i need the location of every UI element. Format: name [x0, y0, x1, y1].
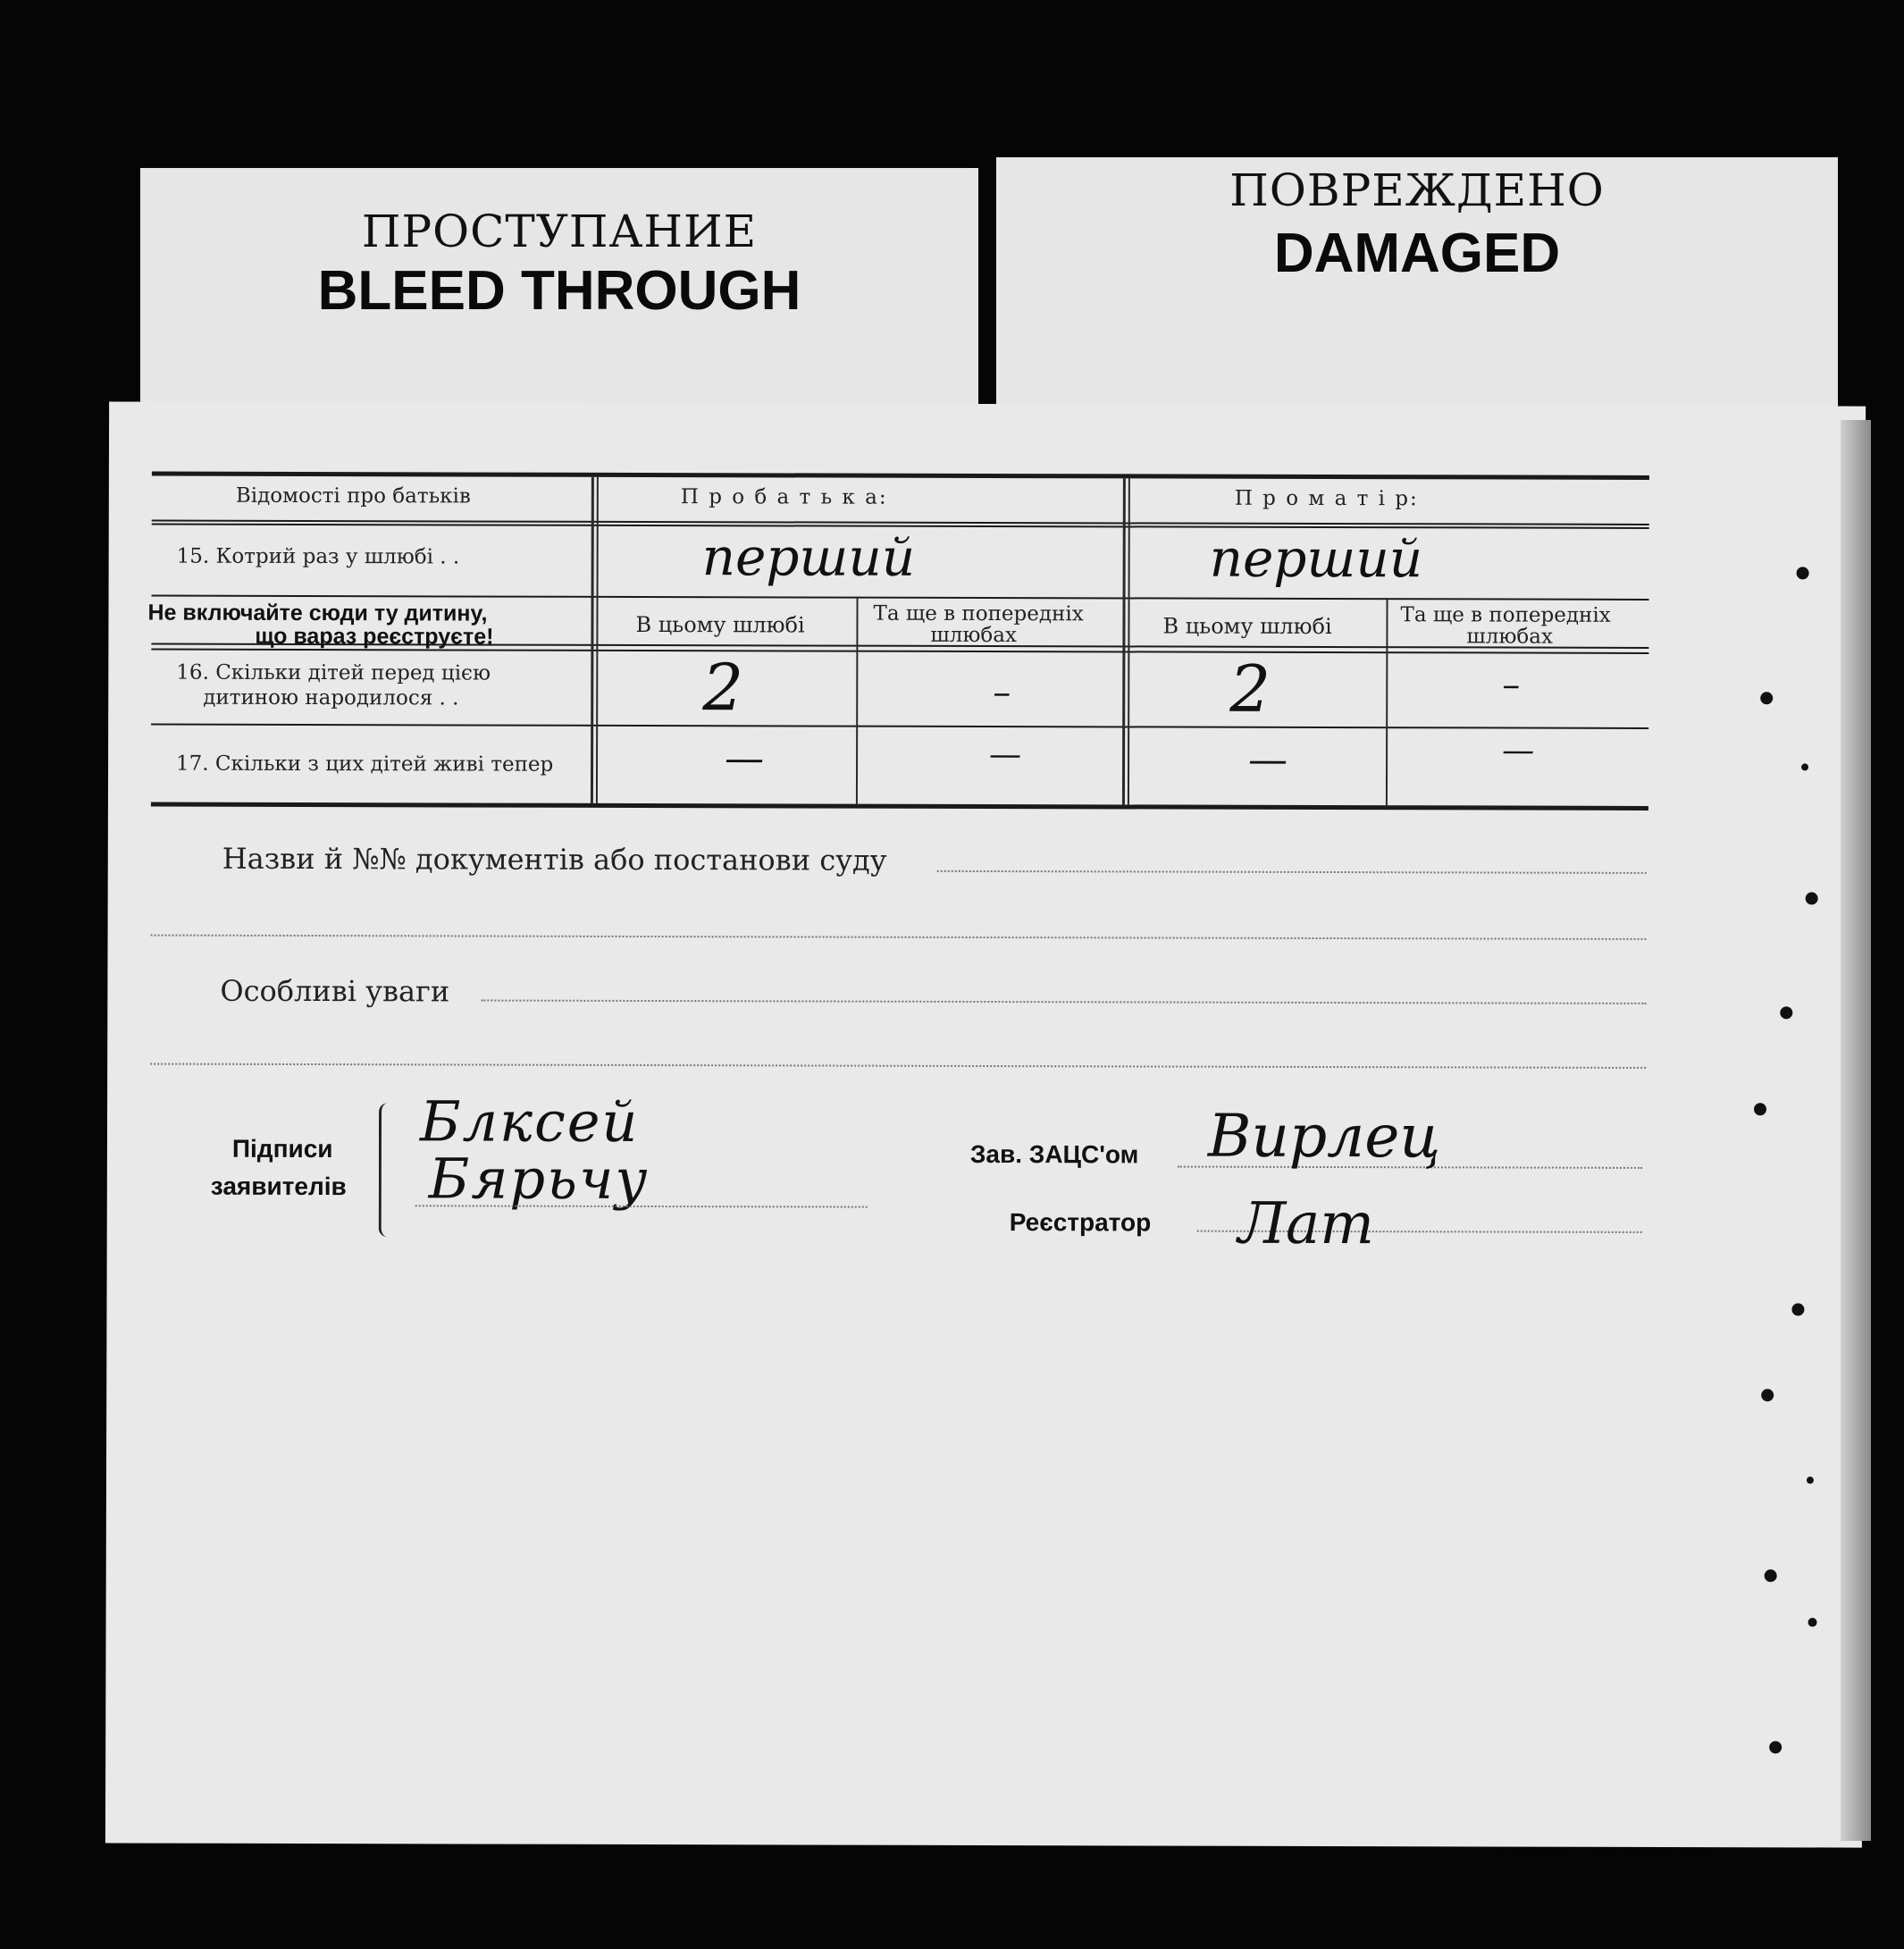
registrar-label: Реєстратор	[1009, 1208, 1152, 1237]
header-father: П р о б а т ь к а:	[680, 485, 888, 509]
table-col-divider	[856, 599, 859, 804]
binding-hole	[1797, 567, 1809, 579]
row15-mother-value: перший	[1209, 527, 1423, 590]
header-mother: П р о м а т і р:	[1234, 486, 1419, 511]
binding-hole	[1761, 1389, 1774, 1401]
binding-hole	[1791, 1303, 1804, 1315]
row16-label-line2: дитиною народилося . .	[203, 685, 459, 710]
row17-label: 17. Скільки з цих дітей живі тепер	[176, 752, 554, 777]
binding-hole	[1801, 763, 1808, 770]
head-label: Зав. ЗАЦС'ом	[969, 1139, 1139, 1169]
table-col-divider	[1386, 600, 1388, 805]
binding-hole	[1806, 892, 1818, 904]
applicant-signature-1: Блксей	[419, 1088, 640, 1155]
row16-father-prev: –	[993, 672, 1011, 714]
exclude-note-line1: Не включайте сюди ту дитину,	[147, 600, 488, 626]
remarks-fill-line	[481, 1000, 1646, 1004]
row16-label-line1: 16. Скільки дітей перед цією	[176, 660, 491, 685]
row17-father-prev: —	[989, 736, 1022, 774]
binding-hole	[1769, 1741, 1782, 1753]
remarks-label: Особливі уваги	[220, 973, 450, 1009]
mother-this-marriage: В цьому шлюбі	[1162, 613, 1332, 640]
binding-hole	[1765, 1569, 1777, 1582]
sheet-edge-shadow	[1841, 420, 1871, 1841]
damaged-ru: ПОВРЕЖДЕНО	[1229, 164, 1605, 216]
row16-mother-prev: –	[1502, 664, 1521, 706]
table-col-divider	[596, 477, 599, 803]
remarks-fill-line-2	[150, 1063, 1646, 1069]
header-parents-info: Відомості про батьків	[235, 483, 471, 508]
registry-sheet	[105, 401, 1866, 1847]
binding-hole	[1754, 1103, 1766, 1115]
table-rule	[151, 724, 1648, 729]
card-divider	[981, 157, 994, 425]
bleed-through-en: BLEED THROUGH	[317, 260, 801, 322]
row17-mother-this: —	[1248, 736, 1288, 783]
table-col-divider	[1128, 478, 1130, 804]
registrar-signature: Лат	[1237, 1190, 1375, 1258]
table-col-divider	[1122, 478, 1126, 804]
row15-label: 15. Котрий раз у шлюбі . .	[176, 544, 460, 569]
binding-hole	[1808, 1617, 1817, 1626]
applicants-label-2: заявителів	[210, 1172, 347, 1201]
table-bottom-rule	[151, 802, 1648, 811]
damaged-card	[996, 157, 1838, 425]
table-top-rule	[152, 472, 1649, 480]
row17-mother-prev: —	[1502, 732, 1535, 769]
table-rule	[152, 595, 1649, 601]
applicants-label-1: Підписи	[231, 1134, 333, 1164]
bleed-through-card	[140, 168, 978, 427]
row17-father-this: —	[725, 735, 765, 782]
father-prev-marriages-2: шлюбах	[930, 623, 1018, 648]
applicants-brace	[379, 1103, 389, 1237]
mother-prev-marriages-2: шлюбах	[1466, 625, 1554, 649]
applicant-signature-2: Бярьчу	[428, 1146, 650, 1213]
father-prev-marriages-1: Та ще в попередніх	[873, 601, 1084, 626]
head-signature: Вирлец	[1207, 1101, 1441, 1172]
row16-mother-this: 2	[1229, 651, 1271, 727]
father-this-marriage: В цьому шлюбі	[635, 611, 805, 638]
row16-father-this: 2	[702, 650, 744, 726]
exclude-note-line2: що вараз реєструєте!	[255, 623, 494, 650]
binding-hole	[1760, 692, 1773, 704]
documents-label: Назви й №№ документів або постанови суду	[222, 841, 887, 878]
table-col-divider	[591, 477, 594, 803]
mother-prev-marriages-1: Та ще в попередніх	[1400, 603, 1611, 627]
binding-hole	[1807, 1476, 1814, 1483]
documents-fill-line	[937, 870, 1647, 874]
row15-father-value: перший	[701, 526, 916, 588]
damaged-en: DAMAGED	[1273, 223, 1561, 284]
bleed-through-ru: ПРОСТУПАНИЕ	[361, 206, 758, 257]
documents-fill-line-2	[151, 935, 1647, 940]
binding-hole	[1780, 1006, 1792, 1019]
